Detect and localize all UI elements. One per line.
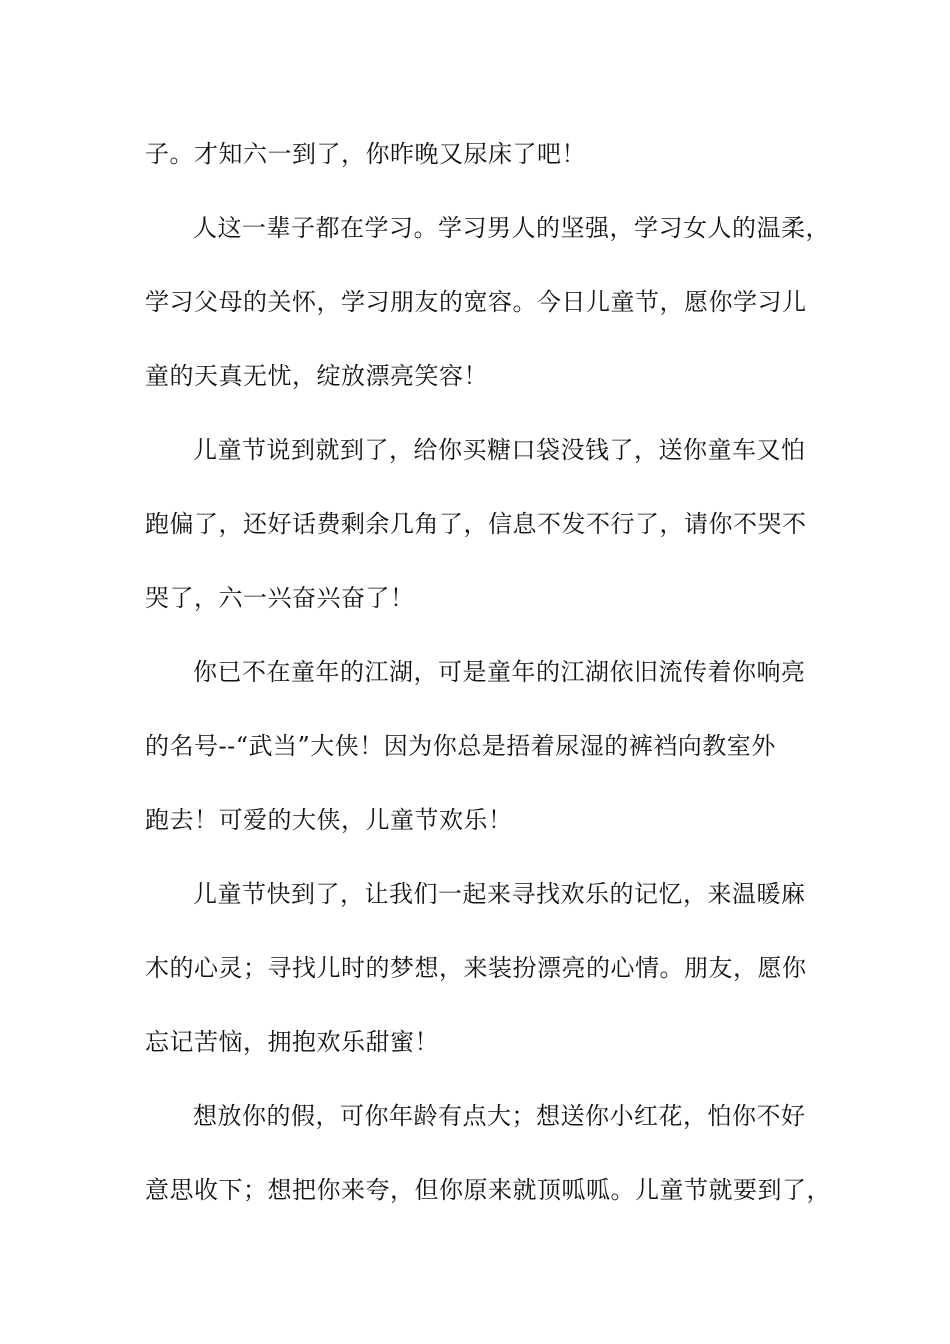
paragraph-first-line: 想放你的假，可你年龄有点大；想送你小红花，怕你不好 bbox=[193, 1102, 806, 1130]
text-line: 木的心灵；寻找儿时的梦想，来装扮漂亮的心情。朋友，愿你 bbox=[145, 954, 807, 982]
text-line: 子。才知六一到了，你昨晚又尿床了吧！ bbox=[145, 140, 586, 168]
text-line: 跑偏了，还好话费剩余几角了，信息不发不行了，请你不哭不 bbox=[145, 510, 807, 538]
paragraph-first-line: 人这一辈子都在学习。学习男人的坚强，学习女人的温柔， bbox=[193, 214, 830, 242]
paragraph-first-line: 你已不在童年的江湖，可是童年的江湖依旧流传着你响亮 bbox=[193, 658, 806, 686]
paragraph-first-line: 儿童节说到就到了，给你买糖口袋没钱了，送你童车又怕 bbox=[193, 436, 806, 464]
text-line: 哭了，六一兴奋兴奋了！ bbox=[145, 584, 415, 612]
text-line: 意思收下；想把你来夸，但你原来就顶呱呱。儿童节就要到了， bbox=[145, 1176, 831, 1204]
text-line: 学习父母的关怀，学习朋友的宽容。今日儿童节，愿你学习儿 bbox=[145, 288, 807, 316]
text-line: 忘记苦恼，拥抱欢乐甜蜜！ bbox=[145, 1028, 439, 1056]
text-line: 童的天真无忧，绽放漂亮笑容！ bbox=[145, 362, 488, 390]
text-line: 跑去！可爱的大侠，儿童节欢乐！ bbox=[145, 806, 513, 834]
paragraph-first-line: 儿童节快到了，让我们一起来寻找欢乐的记忆，来温暖麻 bbox=[193, 880, 806, 908]
text-line: 的名号--“武当”大侠！因为你总是捂着尿湿的裤裆向教室外 bbox=[145, 732, 776, 760]
